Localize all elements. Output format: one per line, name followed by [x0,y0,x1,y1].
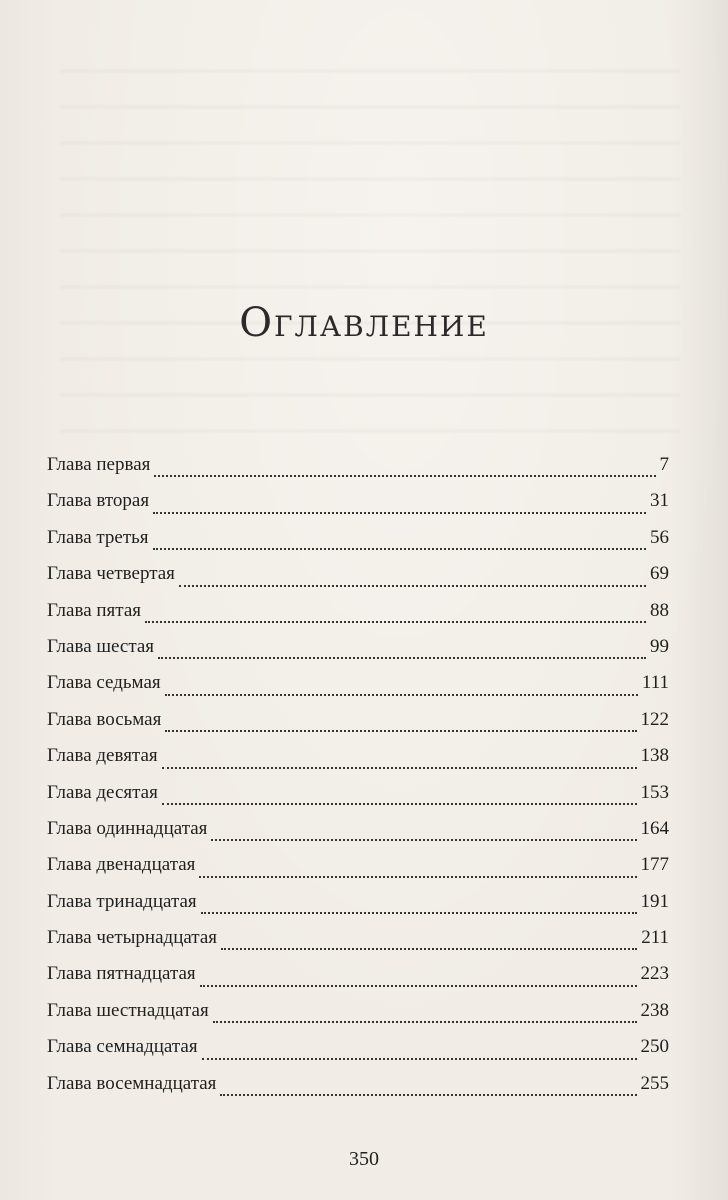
toc-entry-page: 69 [650,563,669,585]
leader-dots [179,585,646,587]
toc-entry [47,600,669,636]
toc-entry-page: 250 [640,1036,669,1058]
toc-entry [47,891,669,927]
toc-entry [47,1000,669,1036]
leader-dots [165,694,638,696]
toc-entry-page: 111 [641,672,669,694]
show-through-text [60,70,680,450]
leader-dots [213,1021,637,1023]
leader-dots [154,475,655,477]
leader-dots [201,912,637,914]
leader-dots [221,948,637,950]
toc-entry-page: 7 [659,454,669,475]
toc-entry [47,927,669,963]
leader-dots [162,803,637,805]
toc-entry-label: Глава четвертая [47,563,175,585]
toc-entry [47,454,669,490]
toc-entry-label: Глава третья [47,526,149,548]
leader-dots [153,512,646,514]
toc-entry-label: Глава четырнадцатая [47,927,218,949]
toc-entry-page: 211 [641,927,669,949]
toc-entry [47,745,669,781]
leader-dots [200,985,637,987]
toc-entry-label: Глава одиннадцатая [47,817,208,839]
toc-entry [47,672,669,708]
toc-entry-page: 255 [640,1072,669,1094]
page-title: Оглавление [239,300,489,346]
toc-entry [47,636,669,672]
toc-entry-page: 138 [640,745,669,767]
table-of-contents [47,454,669,1109]
leader-dots [145,621,646,623]
toc-entry-page: 177 [640,854,669,876]
toc-entry [47,818,669,854]
toc-entry [47,563,669,599]
leader-dots [153,548,646,550]
leader-dots [162,767,637,769]
toc-entry-page: 31 [650,490,669,512]
toc-entry-label: Глава двенадцатая [47,854,196,876]
toc-entry-label: Глава семнадцатая [47,1036,198,1058]
leader-dots [199,876,636,878]
toc-entry-page: 88 [650,599,669,621]
toc-entry-label: Глава пятая [47,599,141,621]
toc-entry-page: 223 [640,963,669,985]
toc-entry-label: Глава шестнадцатая [47,999,209,1021]
toc-entry-label: Глава шестая [47,635,155,657]
toc-entry-label: Глава вторая [47,490,150,512]
toc-entry-label: Глава тринадцатая [47,890,197,912]
toc-entry-page: 153 [640,781,669,803]
page-number: 350 [349,1148,379,1170]
toc-entry [47,709,669,745]
toc-entry-page: 238 [640,999,669,1021]
toc-entry [47,1073,669,1109]
toc-entry-page: 122 [640,708,669,730]
toc-entry [47,490,669,526]
toc-entry [47,854,669,890]
toc-entry [47,963,669,999]
toc-entry-label: Глава десятая [47,781,158,803]
toc-entry-label: Глава пятнадцатая [47,963,196,985]
leader-dots [165,730,636,732]
leader-dots [220,1094,636,1096]
leader-dots [202,1058,637,1060]
leader-dots [211,839,636,841]
toc-entry-label: Глава седьмая [47,672,161,694]
toc-entry-page: 191 [640,890,669,912]
toc-entry-label: Глава девятая [47,745,158,767]
toc-entry [47,527,669,563]
toc-entry-page: 99 [650,635,669,657]
toc-entry-label: Глава восемнадцатая [47,1072,217,1094]
toc-entry [47,782,669,818]
toc-entry [47,1036,669,1072]
toc-entry-label: Глава первая [47,454,151,475]
toc-entry-page: 56 [650,526,669,548]
toc-entry-page: 164 [640,817,669,839]
toc-entry-label: Глава восьмая [47,708,162,730]
leader-dots [158,657,646,659]
